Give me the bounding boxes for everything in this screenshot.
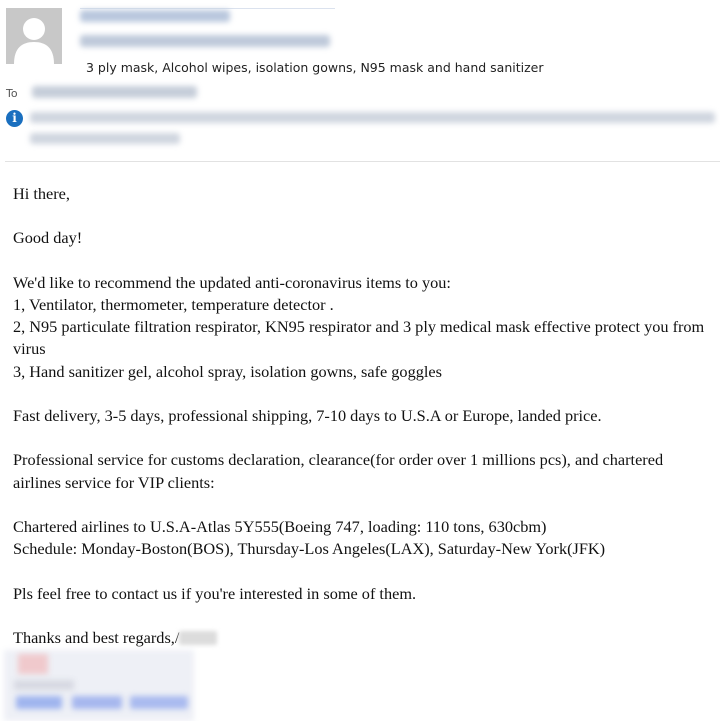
sender-avatar[interactable] [6,8,62,64]
signature-logo-redacted [18,654,48,674]
sender-email-redacted [80,35,330,47]
recipient-redacted[interactable] [32,86,197,98]
closing-line [13,627,713,649]
signature-link-redacted-3[interactable] [130,696,188,709]
signature-link-redacted-1[interactable] [16,696,62,709]
sender-underline [80,8,335,9]
closing-text: Thanks and best regards,/ [13,627,180,647]
to-label: To [6,87,18,100]
list-item-3: 3, Hand sanitizer gel, alcohol spray, isolation gowns, safe goggles [13,361,442,381]
list-item-2: 2, N95 particulate filtration respirator, KN95 respirator and 3 ply medical mask effective protect you from virus [13,317,705,359]
email-body [13,183,713,649]
email-header [0,0,720,162]
contact-line: Pls feel free to contact us if you're interested in some of them. [13,583,417,603]
header-divider [5,161,720,162]
signature-text-redacted [14,680,74,690]
signature-redacted [0,650,720,721]
schedule-line: Schedule: Monday-Boston(BOS), Thursday-Los Angeles(LAX), Saturday-New York(JFK) [13,539,606,559]
list-item-1: 1, Ventilator, thermometer, temperature detector . [13,294,334,314]
info-banner-text-redacted [30,112,715,123]
charter-line: Chartered airlines to U.S.A-Atlas 5Y555(Boeing 747, loading: 110 tons, 630cbm) [13,516,547,536]
person-silhouette-icon [6,8,62,64]
signer-name-redacted [179,631,217,645]
intro-line: We'd like to recommend the updated anti-coronavirus items to you: [13,272,451,292]
good-day-line: Good day! [13,228,83,248]
service-line: Professional service for customs declaration, clearance(for order over 1 millions pcs), and chartered airlines service for VIP clients: [13,450,664,492]
signature-link-redacted-2[interactable] [72,696,122,709]
greeting: Hi there, [13,184,70,203]
info-icon[interactable]: i [6,110,23,127]
delivery-line: Fast delivery, 3-5 days, professional shipping, 7-10 days to U.S.A or Europe, landed price. [13,405,602,425]
sender-name-redacted [80,10,230,22]
email-subject: 3 ply mask, Alcohol wipes, isolation gowns, N95 mask and hand sanitizer [86,60,544,75]
info-banner-text-redacted-2 [30,133,180,144]
